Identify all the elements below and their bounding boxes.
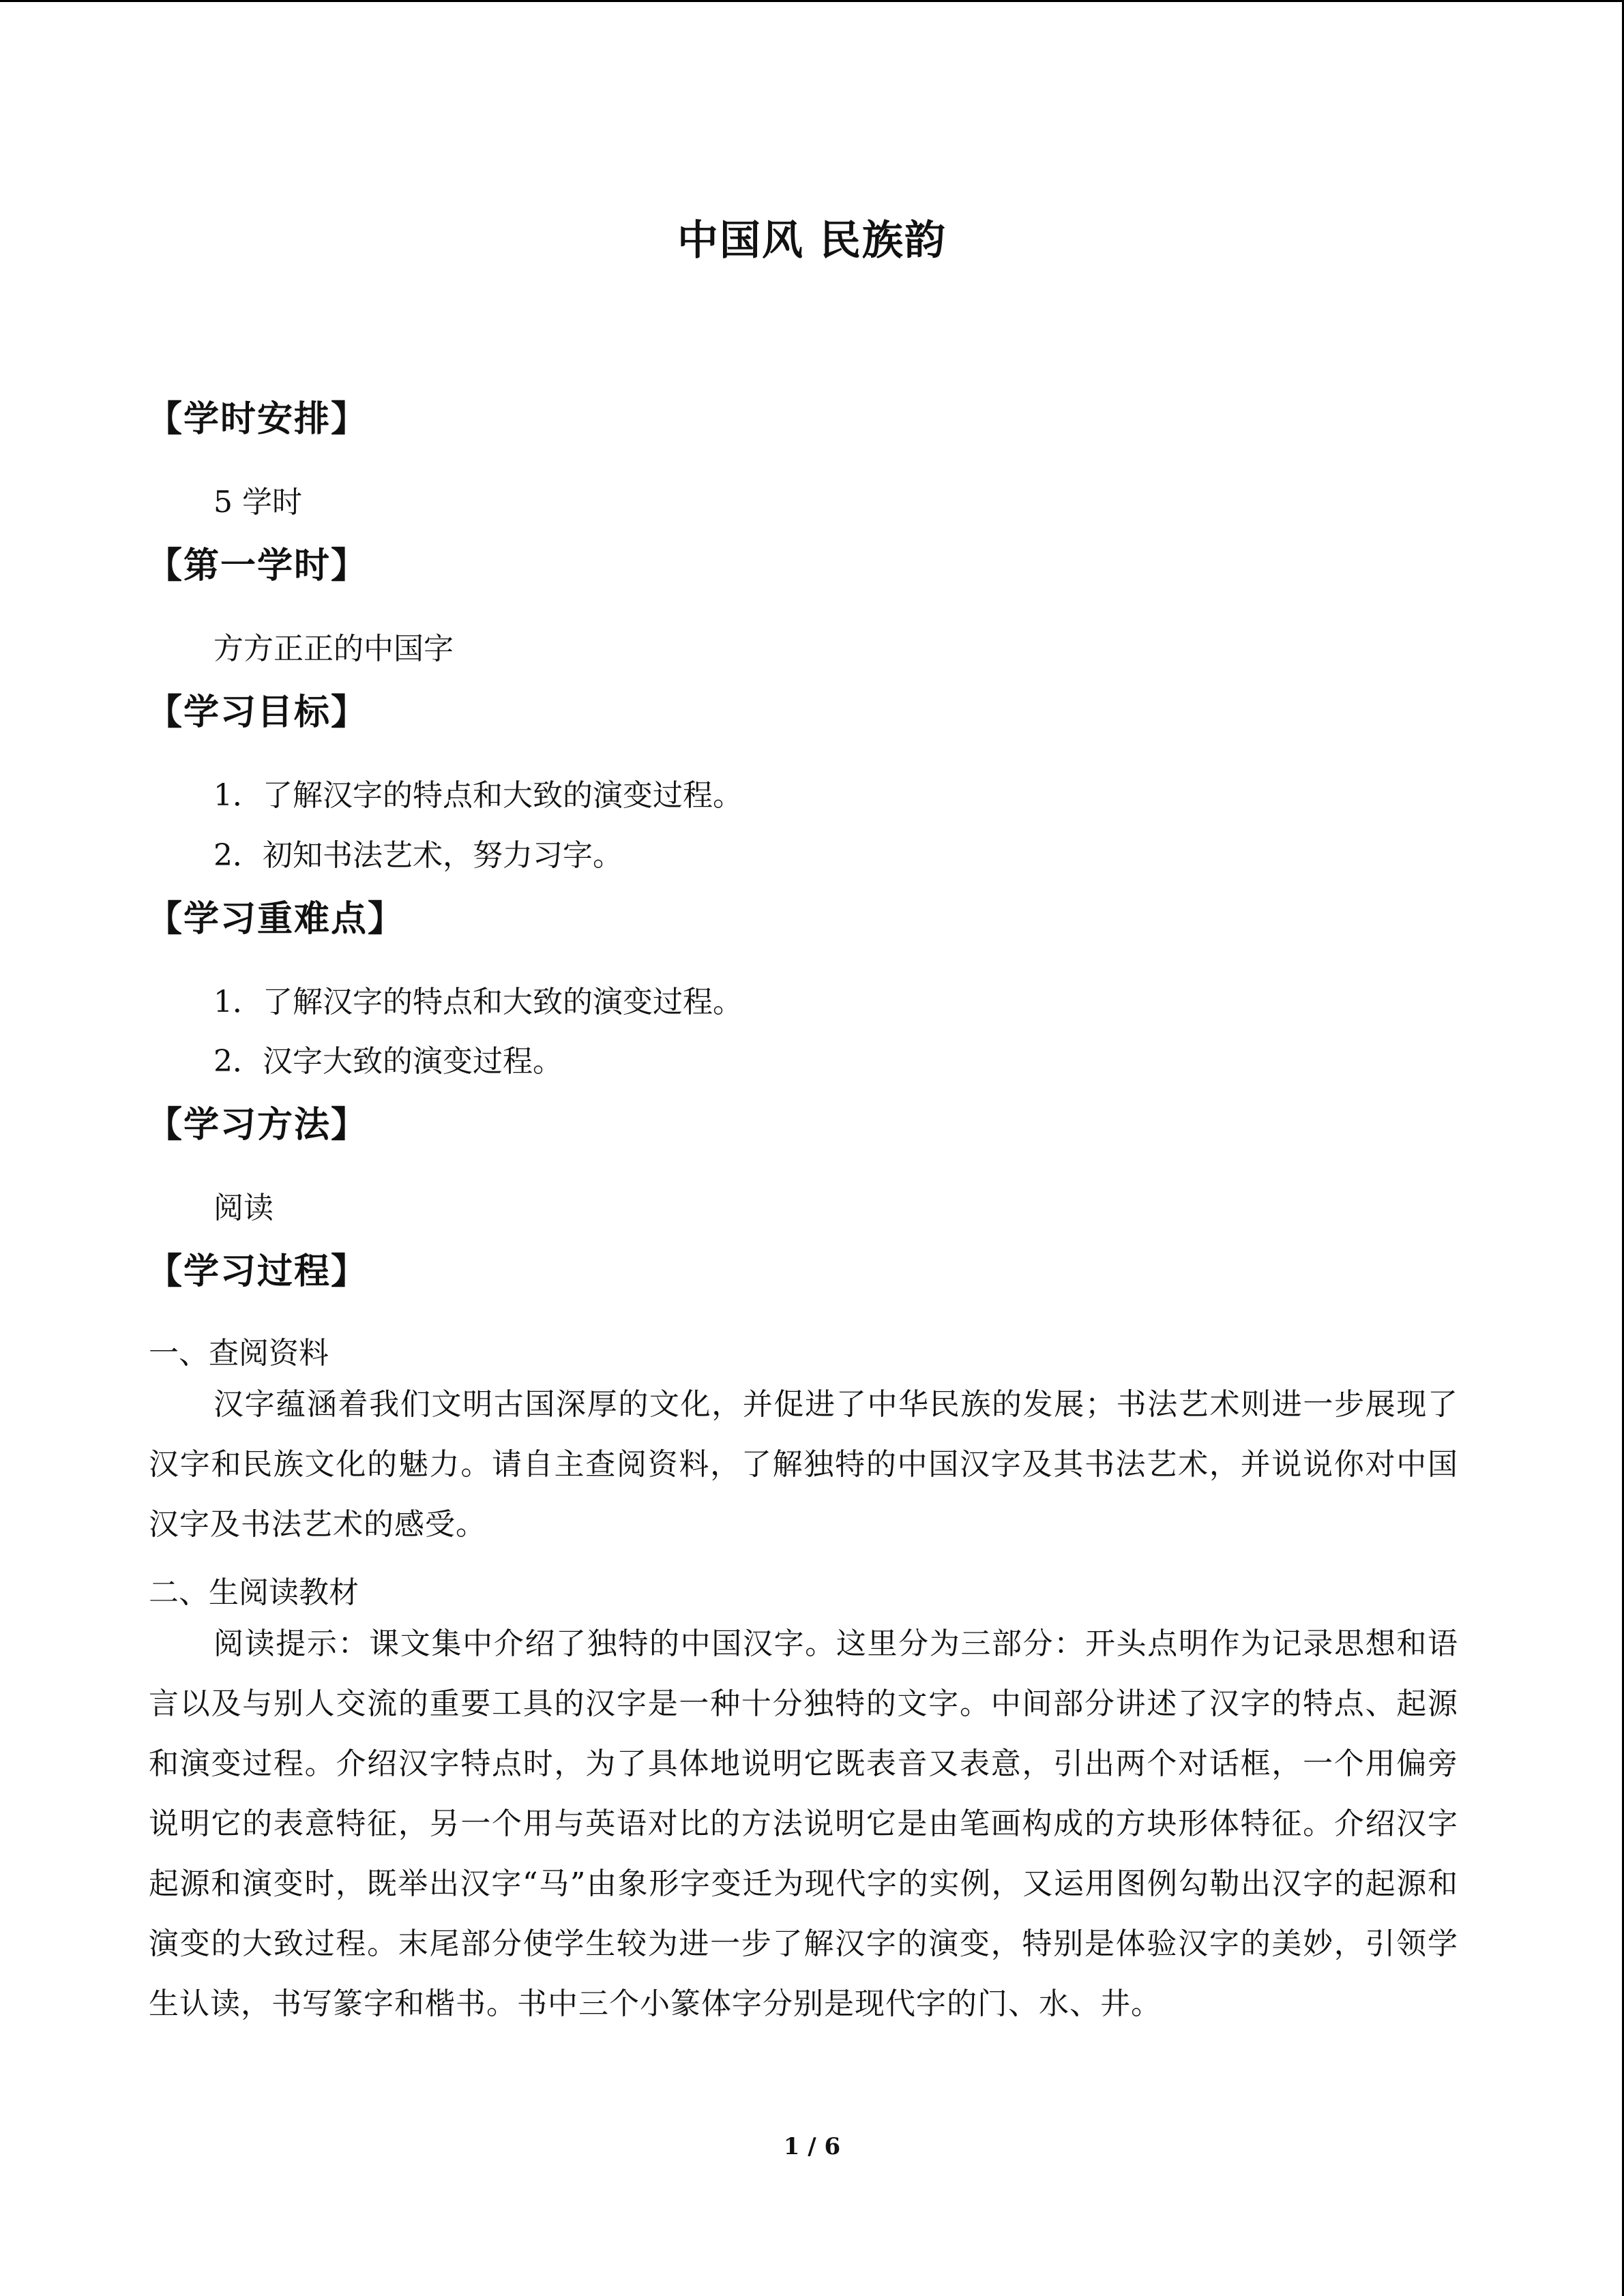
section-heading-key-points: 【学习重难点】 — [147, 899, 405, 940]
process-step-paragraph: 汉字蕴涵着我们文明古国深厚的文化，并促进了中华民族的发展；书法艺术则进一步展现了汉字和民族文化的魅力。请自主查阅资料，了解独特的中国汉字及其书法艺术，并说说你对中国汉字及书法艺术的感受。 — [149, 1387, 1458, 1542]
section-heading-method: 【学习方法】 — [147, 1105, 368, 1146]
section-heading-first-lesson: 【第一学时】 — [147, 546, 368, 586]
first-lesson-topic: 方方正正的中国字 — [213, 631, 454, 666]
process-step-title: 二、生阅读教材 — [149, 1575, 359, 1610]
page-border-top — [0, 0, 1624, 2]
key-point-item: 2．汉字大致的演变过程。 — [213, 1044, 563, 1079]
page-number: 1 / 6 — [783, 2133, 841, 2160]
process-step-paragraph: 阅读提示：课文集中介绍了独特的中国汉字。这里分为三部分：开头点明作为记录思想和语言以及与别人交流的重要工具的汉字是一种十分独特的文字。中间部分讲述了汉字的特点、起源和演变过程。介绍汉字特点时，为了具体地说明它既表音又表意，引出两个对话框，一个用偏旁说明它的表意特征，另一个用与英语对比的方法说明它是由笔画构成的方块形体特征。介绍汉字起源和演变时，既举出汉字“马”由象形字变迁为现代字的实例，又运用图例勾勒出汉字的起源和演变的大致过程。末尾部分使学生较为进一步了解汉字的演变，特别是体验汉字的美妙，引领学生认读，书写篆字和楷书。书中三个小篆体字分别是现代字的门、水、井。 — [149, 1626, 1458, 2021]
schedule-hours: 5 学时 — [213, 485, 302, 520]
objective-item: 1．了解汉字的特点和大致的演变过程。 — [213, 778, 743, 813]
section-heading-objectives: 【学习目标】 — [147, 692, 368, 733]
objective-item: 2．初知书法艺术，努力习字。 — [213, 838, 623, 873]
method-text: 阅读 — [213, 1191, 274, 1225]
section-heading-process: 【学习过程】 — [147, 1251, 368, 1292]
page-title: 中国风 民族韵 — [677, 217, 947, 265]
process-step-title: 一、查阅资料 — [149, 1336, 329, 1371]
section-heading-schedule: 【学时安排】 — [147, 399, 368, 440]
key-point-item: 1．了解汉字的特点和大致的演变过程。 — [213, 985, 743, 1019]
